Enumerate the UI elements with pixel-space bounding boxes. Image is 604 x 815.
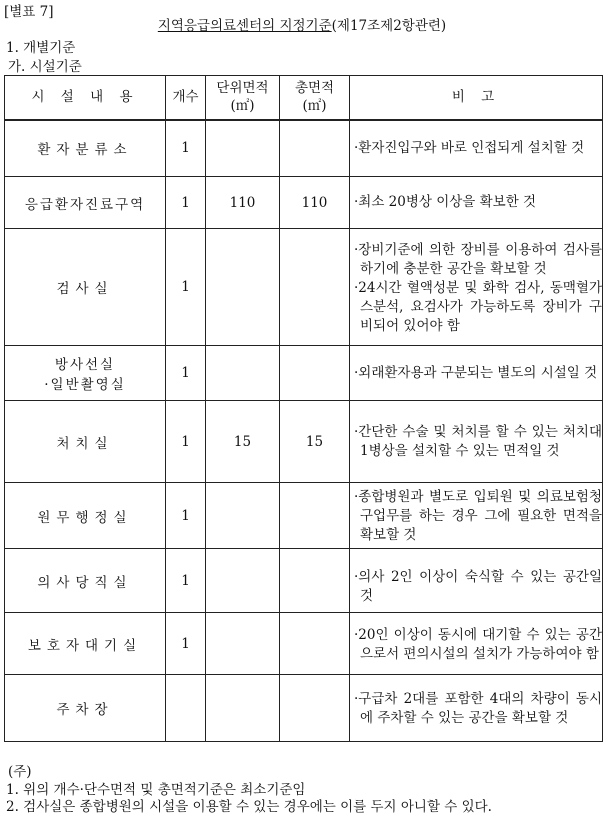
title-main: 지역응급의료센터의 지정기준 <box>157 18 332 34</box>
table-row <box>5 549 603 613</box>
row-name: 응급환자진료구역 <box>5 177 166 229</box>
row-note <box>350 401 603 483</box>
row-name: 주차장 <box>5 675 166 742</box>
row-total-area <box>280 613 350 675</box>
row-count: 1 <box>166 549 206 613</box>
row-total-area <box>280 549 350 613</box>
row-name <box>5 346 166 401</box>
table-row <box>5 177 603 229</box>
title-reference: (제17조제2항관련) <box>331 18 447 34</box>
row-count: 1 <box>166 613 206 675</box>
row-total-area <box>280 229 350 346</box>
document-title <box>0 14 604 34</box>
row-total-area <box>280 483 350 549</box>
row-unit-area <box>206 229 280 346</box>
note-text: ·간단한 수술 및 처치를 할 수 있는 처치대 1병상을 설치할 수 있는 면적일 것 <box>354 423 602 459</box>
row-name: 환자분류소 <box>5 120 166 177</box>
row-note <box>350 346 603 401</box>
footnote-item: 2. 검사실은 종합병원의 시설을 이용할 수 있는 경우에는 이를 두지 아니할 수 있다. <box>6 799 492 815</box>
header-total-area-label: 총면적 <box>294 80 335 97</box>
header-item: 시 설 내 용 <box>5 76 166 120</box>
row-name: 원무행정실 <box>5 483 166 549</box>
row-note <box>350 229 603 346</box>
note-text: ·외래환자용과 구분되는 별도의 시설일 것 <box>354 364 598 381</box>
table-header-row <box>5 76 603 120</box>
header-total-area-unit: (㎡) <box>302 98 327 115</box>
row-name: 검사실 <box>5 229 166 346</box>
note-text: ·20인 이상이 동시에 대기할 수 있는 공간으로서 편의시설의 설치가 가능하여야 함 <box>354 626 602 662</box>
row-unit-area <box>206 613 280 675</box>
row-name-line: 방사선실 <box>54 357 116 373</box>
row-unit-area <box>206 120 280 177</box>
row-count <box>166 675 206 742</box>
header-unit-area-unit: (㎡) <box>230 98 255 115</box>
note-text: ·구급차 2대를 포함한 4대의 차량이 동시에 주차할 수 있는 공간을 확보할 것 <box>354 691 602 726</box>
header-total-area <box>280 76 350 120</box>
header-unit-area <box>206 76 280 120</box>
table-row <box>5 229 603 346</box>
row-count: 1 <box>166 401 206 483</box>
row-note <box>350 549 603 613</box>
annex-label: [별표 7] <box>4 4 54 20</box>
section-heading: 1. 개별기준 <box>6 40 76 56</box>
note-text: ·최소 20병상 이상을 확보한 것 <box>354 194 537 210</box>
note-text: ·환자진입구와 바로 인접되게 설치할 것 <box>354 139 585 156</box>
row-name: 의사당직실 <box>5 549 166 613</box>
row-unit-area <box>206 483 280 549</box>
row-name-line: ·일반촬영실 <box>44 377 126 393</box>
row-unit-area: 110 <box>206 177 280 229</box>
row-name: 처치실 <box>5 401 166 483</box>
table-row <box>5 401 603 483</box>
row-total-area: 110 <box>280 177 350 229</box>
row-count: 1 <box>166 229 206 346</box>
row-total-area <box>280 675 350 742</box>
row-count: 1 <box>166 346 206 401</box>
table-row <box>5 483 603 549</box>
row-total-area <box>280 120 350 177</box>
row-note <box>350 120 603 177</box>
row-note <box>350 613 603 675</box>
row-total-area <box>280 346 350 401</box>
row-unit-area: 15 <box>206 401 280 483</box>
row-count: 1 <box>166 177 206 229</box>
header-note: 비 고 <box>350 76 603 120</box>
row-count: 1 <box>166 483 206 549</box>
table-row <box>5 675 603 742</box>
row-name: 보호자대기실 <box>5 613 166 675</box>
note-text: ·장비기준에 의한 장비를 이용하여 검사를 하기에 충분한 공간을 확보할 것 <box>354 241 602 277</box>
row-note <box>350 177 603 229</box>
table-row <box>5 120 603 177</box>
subsection-heading: 가. 시설기준 <box>8 59 82 75</box>
header-unit-area-label: 단위면적 <box>216 80 269 97</box>
row-note <box>350 675 603 742</box>
row-note <box>350 483 603 549</box>
row-count: 1 <box>166 120 206 177</box>
row-unit-area <box>206 675 280 742</box>
footnote-item: 1. 위의 개수·단수면적 및 총면적기준은 최소기준임 <box>6 782 306 798</box>
facility-standards-table <box>4 75 603 742</box>
row-total-area: 15 <box>280 401 350 483</box>
table-row <box>5 346 603 401</box>
table-row <box>5 613 603 675</box>
row-unit-area <box>206 346 280 401</box>
row-unit-area <box>206 549 280 613</box>
footnote-label: (주) <box>8 764 32 780</box>
note-text: ·의사 2인 이상이 숙식할 수 있는 공간일 것 <box>354 568 602 604</box>
header-count: 개수 <box>166 76 206 120</box>
note-text: ·24시간 혈액성분 및 화학 검사, 동맥혈가스분석, 요검사가 가능하도록 장비가 구비되어 있어야 함 <box>354 279 602 334</box>
note-text: ·종합병원과 별도로 입퇴원 및 의료보험청구업무를 하는 경우 그에 필요한 면적을 확보할 것 <box>354 489 602 543</box>
